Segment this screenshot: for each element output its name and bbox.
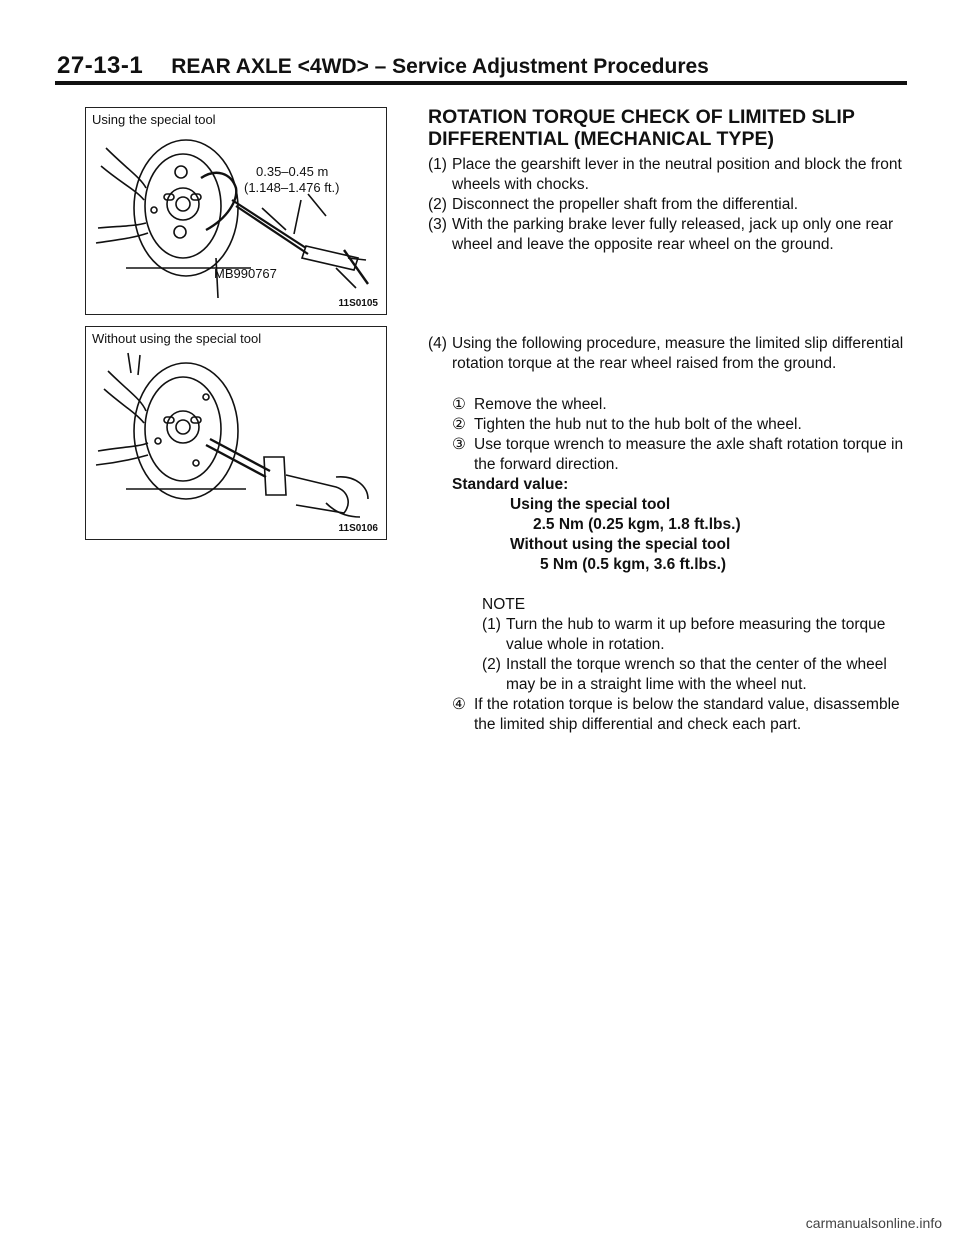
step-1 bbox=[428, 155, 908, 193]
spec-length-ft-label: (1.148–1.476 ft.) bbox=[244, 180, 340, 195]
note-number: (2) bbox=[482, 656, 501, 673]
note-text: Turn the hub to warm it up before measuring the torque value whole in rotation. bbox=[506, 616, 886, 653]
page-title: REAR AXLE <4WD> – Service Adjustment Procedures bbox=[171, 55, 709, 78]
step-number: (4) bbox=[428, 335, 447, 352]
section-title bbox=[428, 106, 908, 150]
substep-number: ④ bbox=[452, 696, 466, 713]
std-using-tool-value: 2.5 Nm (0.25 kgm, 1.8 ft.lbs.) bbox=[533, 516, 741, 533]
substep-number: ③ bbox=[452, 436, 466, 453]
spec-length-label: 0.35–0.45 m bbox=[256, 164, 329, 179]
substep-text: Tighten the hub nut to the hub bolt of the wheel. bbox=[474, 416, 802, 433]
note-1 bbox=[482, 615, 908, 653]
page-header bbox=[57, 52, 709, 80]
figure-id: 11S0105 bbox=[338, 298, 378, 309]
step-number: (2) bbox=[428, 196, 447, 213]
substep-text: Remove the wheel. bbox=[474, 396, 607, 413]
page-number: 27-13-1 bbox=[57, 52, 144, 79]
figure-caption: Without using the special tool bbox=[92, 331, 262, 346]
tool-number-label: MB990767 bbox=[214, 266, 277, 281]
std-without-tool-label: Without using the special tool bbox=[510, 536, 731, 553]
note-2 bbox=[482, 655, 908, 693]
section-title-line1: ROTATION TORQUE CHECK OF LIMITED SLIP bbox=[428, 106, 855, 128]
step-2 bbox=[428, 195, 908, 215]
header-rule bbox=[55, 81, 907, 85]
substep-1 bbox=[452, 395, 908, 415]
section-title-line2: DIFFERENTIAL (MECHANICAL TYPE) bbox=[428, 128, 774, 150]
figure-id: 11S0106 bbox=[338, 523, 378, 534]
substep-3 bbox=[452, 435, 908, 473]
figure-caption: Using the special tool bbox=[92, 112, 216, 127]
step-3 bbox=[428, 215, 908, 253]
note-number: (1) bbox=[482, 616, 501, 633]
illustration-hub-with-torque-wrench bbox=[86, 327, 386, 539]
step-text: With the parking brake lever fully released, jack up only one rear wheel and leave the opposite rear wheel on the ground. bbox=[452, 216, 894, 253]
substep-2 bbox=[452, 415, 908, 435]
std-without-tool-value: 5 Nm (0.5 kgm, 3.6 ft.lbs.) bbox=[540, 556, 727, 573]
substep-text: If the rotation torque is below the standard value, disassemble the limited ship differential and check each part. bbox=[474, 696, 900, 733]
substep-number: ① bbox=[452, 396, 466, 413]
note-label: NOTE bbox=[482, 596, 526, 613]
illustration-hub-with-special-tool bbox=[86, 108, 386, 314]
figure-special-tool bbox=[85, 107, 387, 315]
step-text: Disconnect the propeller shaft from the differential. bbox=[452, 196, 799, 213]
step-4 bbox=[428, 334, 908, 372]
figure-without-tool bbox=[85, 326, 387, 540]
step-number: (1) bbox=[428, 156, 447, 173]
step-text: Place the gearshift lever in the neutral position and block the front wheels with chocks. bbox=[452, 156, 902, 193]
step-4-substep-4 bbox=[452, 695, 908, 733]
step-text: Using the following procedure, measure the limited slip differential rotation torque at the rear wheel raised from the ground. bbox=[452, 335, 904, 372]
std-using-tool-label: Using the special tool bbox=[510, 496, 671, 513]
standard-value-label: Standard value: bbox=[452, 476, 569, 493]
watermark-footer: carmanualsonline.info bbox=[805, 1215, 942, 1231]
substep-number: ② bbox=[452, 416, 466, 433]
note-text: Install the torque wrench so that the center of the wheel may be in a straight lime with the wheel nut. bbox=[506, 656, 887, 693]
step-number: (3) bbox=[428, 216, 447, 233]
substep-text: Use torque wrench to measure the axle shaft rotation torque in the forward direction. bbox=[474, 436, 904, 473]
